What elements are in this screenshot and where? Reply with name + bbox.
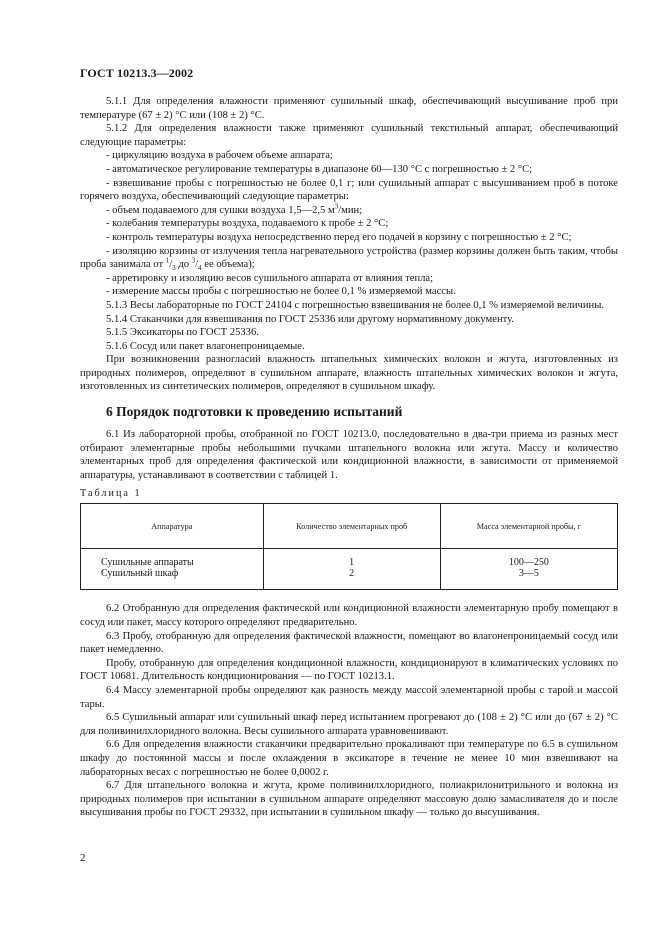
list-item: - изоляцию корзины от излучения тепла нагревательного устройства (размер корзины должен быть таким, чтобы проба занимала от $^1/_3$ до $^3/_4$ ее объема); [80,245,618,273]
table-header-cell: Аппаратура [81,504,264,549]
document-page [80,66,618,820]
table-header-row [81,504,618,549]
para-6-3: 6.3 Пробу, отобранную для определения фактической влажности, помещают во влагонепроницаемый сосуд или пакет немедленно. [80,630,618,656]
para-6-3-b: Пробу, отобранную для определения кондиционной влажности, кондиционируют в климатических условиях по ГОСТ 10681. Длительность кондиционирования — по ГОСТ 10213.1. [80,657,618,683]
para-6-4: 6.4 Массу элементарной пробы определяют как разность между массой элементарной пробы с тарой и массой тары. [80,685,618,710]
list-item: - взвешивание пробы с погрешностью не более 0,1 г; или сушильный аппарат с высушиванием проб в потоке горячего воздуха, обеспечивающий следующие параметры: [80,177,618,203]
list-item: - колебания температуры воздуха, подаваемого к пробе ± 2 °С; [106,218,389,230]
para-5-1-2: 5.1.2 Для определения влажности также применяют сушильный текстильный аппарат, обеспечивающий следующие параметры: [80,123,618,148]
table-cell: 1 2 [263,549,440,590]
table-header-cell: Количество элементарных проб [263,504,440,549]
page-number: 2 [80,852,86,864]
list-item: - арретировку и изоляцию весов сушильного аппарата от влияния тепла; [106,272,434,284]
para-6-7: 6.7 Для штапельного волокна и жгута, кроме поливинилхлоридного, полиакрилонитрильного и волокна из природных полимеров при испытании в сушильном аппарате определяют массовую долю замасливателя до и после высушивания пробы по ГОСТ 29332, при испытании в сушильном шкафу — только до высушивания. [80,780,618,819]
table-caption: Таблица 1 [80,488,142,500]
section-6-heading: 6 Порядок подготовки к проведению испытаний [106,404,403,420]
para-5-1-3: 5.1.3 Весы лабораторные по ГОСТ 24104 с погрешностью взвешивания не более 0,1 % измеряемой величины. [106,299,604,311]
para-6-5: 6.5 Сушильный аппарат или сушильный шкаф перед испытанием прогревают до (108 ± 2) °С или до (67 ± 2) °С для поливинилхлоридного волокна. Весы сушильного аппарата уравновешивают. [80,712,618,737]
para-6-1: 6.1 Из лабораторной пробы, отобранной по ГОСТ 10213.0, последовательно в два-три приема из разных мест отбирают элементарные пробы небольшими пучками штапельного волокна или жгута. Массу и количество элементарных проб для определения фактической или кондиционной влажности, в зависимости от применяемой аппаратуры, устанавливают в соответствии с таблицей 1. [80,429,618,481]
para-5-1-4: 5.1.4 Стаканчики для взвешивания по ГОСТ 25336 или другому нормативному документу. [106,313,515,325]
table-cell: Сушильные аппараты Сушильный шкаф [81,549,264,590]
list-item: - измерение массы пробы с погрешностью не более 0,1 % измеряемой массы. [106,286,456,298]
para-6-2: 6.2 Отобранную для определения фактической или кондиционной влажности элементарную пробу помещают в сосуд или пакет, массу которого определяют предварительно. [80,603,618,629]
table-cell: 100—250 3—5 [440,549,617,590]
table-1 [80,503,618,590]
document-header: ГОСТ 10213.3—2002 [80,66,194,80]
para-5-1-6: 5.1.6 Сосуд или пакет влагонепроницаемые. [106,340,305,352]
table-row [81,549,618,590]
table-header-cell: Масса элементарной пробы, г [440,504,617,549]
list-item: - циркуляцию воздуха в рабочем объеме аппарата; [106,150,333,162]
para-disputes: При возникновении разногласий влажность штапельных химических волокон и жгута, изготовленных из природных полимеров, определяют в сушильном аппарате, влажность штапельных химических волокон и жгута, изготовленных из синтетических полимеров, определяют в сушильном шкафу. [80,354,618,393]
list-item: - контроль температуры воздуха непосредственно перед его подачей в корзину с погрешностью ± 2 °С; [106,231,572,243]
para-5-1-1: 5.1.1 Для определения влажности применяют сушильный шкаф, обеспечивающий высушивание проб при температуре (67 ± 2) °С или (108 ± 2) °С. [80,96,618,121]
list-item: - объем подаваемого для сушки воздуха 1,5—2,5 $м^3$/мин; [106,202,363,216]
para-5-1-5: 5.1.5 Эксикаторы по ГОСТ 25336. [106,327,259,339]
list-item: - автоматическое регулирование температуры в диапазоне 60—130 °С с погрешностью ± 2 °С; [106,163,533,175]
para-6-6: 6.6 Для определения влажности стаканчики предварительно прокаливают при температуре по 6.5 в сушильном шкафу до постоянной массы и после охлаждения в эксикаторе в течение не менее 10 мин взвешивают на лабораторных весах с погрешностью не более 0,0002 г. [80,739,618,778]
